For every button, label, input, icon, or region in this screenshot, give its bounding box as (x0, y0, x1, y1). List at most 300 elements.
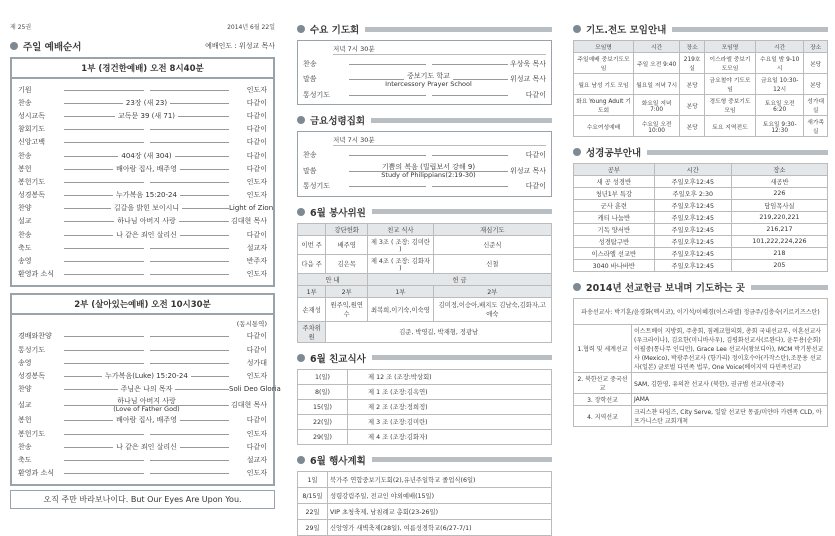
order-row (18, 330, 267, 343)
order-content (64, 456, 229, 464)
meeting-cell: 본당 (680, 74, 705, 95)
study-row (574, 260, 828, 272)
order-label: 환영과 소식 (18, 469, 55, 478)
order-leader: 다같이 (246, 125, 267, 134)
order-leader: 우상욱 목사 (509, 59, 546, 68)
event-row (298, 487, 552, 503)
study-head: 공부 (574, 164, 655, 176)
order-label: 성경봉독 (18, 371, 46, 380)
order-row (303, 162, 546, 180)
mission-title: 2014년 선교헌금 보내며 기도하는 곳 (586, 283, 745, 294)
order-label: 통성기도 (303, 182, 331, 191)
order-content (349, 162, 508, 179)
meeting-row (574, 95, 828, 116)
order-leader: Light of Zion (229, 204, 274, 213)
meetings-head: 시간 (634, 41, 680, 53)
mission-row (574, 373, 828, 394)
order-text (144, 346, 150, 354)
interpretation-note: (동시통역) (236, 319, 267, 328)
worship-leader: 예배인도 : 위성교 목사 (205, 42, 275, 50)
order-leader: 성가대 (246, 358, 267, 367)
order-text (144, 125, 150, 133)
order-content (64, 415, 229, 425)
meeting-cell: 수요일 밤 9-10시 (756, 53, 804, 74)
meetings-head: 모임명 (574, 41, 634, 53)
order-leader: 다같이 (246, 98, 267, 107)
order-content (64, 86, 229, 94)
study-table (573, 163, 828, 272)
study-cell: 주일오후 2:30 (654, 188, 731, 200)
bullet-icon (297, 456, 305, 464)
order-content (64, 98, 229, 108)
worship-heading (10, 39, 275, 53)
meeting-cell: 219호실 (680, 53, 705, 74)
meeting-row (574, 53, 828, 74)
study-cell: 주일오후12:45 (654, 224, 731, 236)
order-leader: 인도자 (246, 270, 267, 279)
order-row (18, 175, 267, 188)
order-label: 통성기도 (303, 90, 331, 99)
meeting-cell: 월요 남성 기도 모임 (574, 74, 634, 95)
order-subtext: (Love of Father God) (64, 406, 229, 413)
order-text: 나 같은 죄인 살리신 (113, 231, 180, 239)
event-row (298, 519, 552, 535)
order-text (144, 456, 150, 464)
wed-heading (297, 22, 552, 36)
meeting-cell: 토요일 오전 6:20 (756, 95, 804, 116)
order-row (303, 180, 546, 193)
event-date: 22일 (298, 503, 328, 519)
order-content (64, 442, 229, 452)
events-column (297, 0, 552, 532)
meeting-cell: 주일예배 중보기도모임 (574, 53, 634, 74)
meal-team: 제 2 조 (조장:정희정) (348, 399, 552, 414)
meeting-cell: 금요일 10:30-12시 (756, 74, 804, 95)
order-row (18, 162, 267, 175)
study-row (574, 248, 828, 260)
parking-members: 김준, 박영길, 박재형, 정광남 (326, 321, 552, 342)
order-text: 길갈을 밝힌 보이시니 (111, 204, 182, 212)
order-content (64, 138, 229, 146)
meeting-cell: 금요철야 기도모임 (704, 74, 755, 95)
divider (365, 27, 552, 32)
order-leader: 다같이 (525, 182, 546, 191)
meeting-cell: 경도형 중보기도모임 (704, 95, 755, 116)
meeting-cell: 토요 지역전도 (704, 116, 755, 137)
meal-row (298, 414, 552, 429)
divider (372, 355, 552, 360)
study-cell: 주일오후12:45 (654, 260, 731, 272)
order-row (18, 383, 281, 396)
order-label: 설교 (18, 400, 32, 409)
event-date: 29일 (298, 519, 328, 535)
mission-targets: SAM, 김한영, 유의찬 선교사 (북한), 권규범 선교사(중국) (632, 373, 828, 394)
bullet-icon (297, 354, 305, 362)
info-column (573, 0, 828, 507)
order-text (426, 60, 432, 68)
order-text (426, 151, 432, 159)
order-row (303, 88, 546, 101)
order-text: 23장 (새 23) (123, 99, 170, 107)
order-text: 하나님 아버지 사랑 (114, 397, 179, 405)
order-content (64, 384, 229, 394)
meeting-cell: 성가대실 (804, 95, 828, 116)
meal-date: 29(일) (298, 429, 348, 444)
study-cell: 캐티 나눔반 (574, 212, 655, 224)
order-content (64, 216, 229, 226)
issue-number: 제 25권 (10, 24, 32, 31)
order-row (18, 467, 267, 480)
order-row (18, 215, 267, 228)
order-text: 중보기도 학교 (404, 72, 453, 80)
meetings-head: 장소 (804, 41, 828, 53)
study-row (574, 236, 828, 248)
order-text (144, 244, 150, 252)
sub-head: 2부 (433, 285, 551, 297)
fri-order (303, 148, 546, 192)
divider (372, 457, 552, 462)
fri-heading (297, 113, 552, 127)
mission-category: 3. 장학선교 (574, 394, 632, 406)
study-heading (573, 145, 828, 159)
order-row (18, 109, 267, 122)
service-cell: 신철 (433, 254, 551, 273)
order-label: 경배와찬양 (18, 332, 52, 341)
order-leader: 인도자 (246, 85, 267, 94)
order-row (18, 453, 267, 466)
events-title: 6월 행사계획 (310, 455, 366, 467)
meal-title: 6월 친교식사 (310, 353, 366, 365)
meeting-cell: 월요일 저녁 7시 (634, 74, 680, 95)
service-head-2: 친교 식사 (368, 223, 434, 235)
study-cell: 담임목사실 (731, 200, 827, 212)
order-leader: 다같이 (246, 164, 267, 173)
order-subtext: Intercessory Prayer School (349, 81, 508, 88)
study-cell: 새 공 성경반 (574, 176, 655, 188)
meal-team: 제 1 조 (조장:김옥연) (348, 384, 552, 399)
event-desc: 신앙영가 새벽축제(28일), 여름성경학교(6/27-7/1) (328, 519, 552, 535)
service-cell: 다음 주 (298, 254, 326, 273)
meeting-cell: 화요일 저녁7:00 (634, 95, 680, 116)
order-label: 환영과 소식 (18, 270, 55, 279)
events-heading (297, 453, 552, 467)
order-content (64, 430, 229, 438)
meeting-cell: 수요여성예배 (574, 116, 634, 137)
order-leader: 설교자 (246, 243, 267, 252)
mission-targets: JAMA (632, 394, 828, 406)
meal-date: 15(일) (298, 399, 348, 414)
meal-table (297, 369, 552, 445)
mission-missionaries: 파송선교사: 박기훈/윤경화(멕시코), 이기석/이혜경(이스라엘) 정금주/김충숙(키르키즈스탄) (574, 299, 828, 325)
study-cell: 기독 양서반 (574, 224, 655, 236)
order-leader: 위성교 목사 (509, 75, 546, 84)
mission-category: 2. 북한선교 중국선교 (574, 373, 632, 394)
study-cell: 216,217 (731, 224, 827, 236)
meeting-cell: 본당 (804, 74, 828, 95)
parking-label: 주차위원 (298, 321, 326, 342)
mission-targets: 이스트베이 지방회, 주총회, 침례교협의회, 총회 국내선교부, 이혼선교사 (우크라이나), 김요한(미니바사우), 김평화선교사(르완다), 윤무용(순회) 이필중(통나무 인디언), Grace Lee 선교사(왕보디아), MCM 박기봉선교사 (Mexico), 박광주선교사 (항가리) 정이호수아(카작스탄),조문용 선교사(일본) 글로벌 다민족 법부, One Voice(베이지역 다민족선교) (632, 325, 828, 373)
order-row (18, 414, 267, 427)
offering-cell: 김미정,이승아,배지도 김남숙,김화자,고애숙 (433, 297, 551, 321)
order-content (64, 332, 229, 340)
study-cell: 주일오후12:45 (654, 248, 731, 260)
mission-heading (573, 280, 828, 294)
order-content (64, 111, 229, 121)
meeting-cell: 본당 (804, 53, 828, 74)
meetings-table (573, 40, 828, 137)
second-service-title: 2부 (살아있는예배) 오전 10시30분 (12, 295, 273, 315)
order-content (64, 244, 229, 252)
order-leader: 다같이 (246, 138, 267, 147)
study-cell: 218 (731, 248, 827, 260)
order-content (349, 151, 508, 159)
bullet-icon (573, 25, 581, 33)
order-content (64, 346, 229, 354)
order-leader: 다같이 (246, 230, 267, 239)
order-text: 교독문 39 (새 71) (115, 112, 178, 120)
service-cell: 제 3조 ( 조장: 김미란 ) (368, 235, 434, 254)
order-label: 찬송 (18, 442, 32, 451)
order-text: 기쁨의 복음 (빌립보서 강해 9) (379, 163, 478, 171)
order-label: 찬송 (303, 59, 317, 68)
guide-cell: 원주익,원연수 (326, 297, 368, 321)
order-text: 배아람 집사, 배주영 (113, 416, 180, 424)
order-text: 누가복음 15:20-24 (113, 191, 180, 199)
meeting-cell: 토요일 9:30-12:30 (756, 116, 804, 137)
wed-box (297, 40, 552, 105)
order-text (426, 182, 432, 190)
order-label: 찬송 (303, 150, 317, 159)
service-title: 6월 봉사위원 (310, 207, 366, 219)
order-text (144, 359, 150, 367)
order-label: 찬송 (18, 98, 32, 107)
study-cell: 101,222,224,226 (731, 236, 827, 248)
first-service-order (18, 83, 274, 281)
event-date: 8/15일 (298, 487, 328, 503)
order-content (64, 396, 229, 413)
study-row (574, 212, 828, 224)
order-label: 봉헌 (18, 164, 32, 173)
event-desc: 성령강림주일, 전교인 야외예배(15일) (328, 487, 552, 503)
meal-date: 22(일) (298, 414, 348, 429)
study-cell: 226 (731, 188, 827, 200)
meeting-cell: 새가족실 (804, 116, 828, 137)
study-cell: 205 (731, 260, 827, 272)
order-leader: 다같이 (246, 416, 267, 425)
order-label: 말씀 (303, 166, 317, 175)
order-label: 봉헌 (18, 416, 32, 425)
fri-time: 저녁 7시 30분 (333, 135, 546, 146)
meeting-cell: 화요 Young Adult 기도회 (574, 95, 634, 116)
order-leader: 다같이 (246, 111, 267, 120)
order-content (64, 125, 229, 133)
order-content (64, 469, 229, 477)
first-service-title: 1부 (경건한예배) 오전 8시40분 (12, 59, 273, 79)
sub-head: 1부 (368, 285, 434, 297)
order-text (426, 91, 432, 99)
order-row (18, 268, 267, 281)
mission-row (574, 394, 828, 406)
meeting-cell: 주일 오전 9:40 (634, 53, 680, 74)
study-title: 성경공부안내 (586, 148, 642, 159)
order-content (64, 270, 229, 278)
bullet-icon (10, 42, 18, 50)
meal-row (298, 384, 552, 399)
meeting-cell: 수요일 오전 10:00 (634, 116, 680, 137)
bullet-icon (297, 116, 305, 124)
order-text: 404장 (새 304) (118, 152, 174, 160)
study-cell: 3040 바나바반 (574, 260, 655, 272)
order-leader: Soli Deo Gloria (229, 385, 281, 394)
order-text (144, 430, 150, 438)
study-cell: 219,220,221 (731, 212, 827, 224)
order-text (144, 332, 150, 340)
order-text: 누가복음(Luke) 15:20-24 (102, 372, 191, 380)
meetings-head: 장소 (680, 41, 705, 53)
order-leader: 인도자 (246, 469, 267, 478)
divider (751, 285, 828, 290)
order-content (64, 203, 229, 213)
order-content (64, 178, 229, 186)
order-label: 성시교독 (18, 111, 46, 120)
worship-column (10, 0, 281, 507)
event-row (298, 471, 552, 487)
fri-title: 금요성령집회 (310, 116, 366, 128)
fri-box (297, 131, 552, 196)
mission-row (574, 325, 828, 373)
sub-head: 2부 (326, 285, 368, 297)
meetings-title: 기도.전도 모임안내 (586, 25, 667, 36)
order-text (144, 270, 150, 278)
order-row (18, 202, 274, 215)
service-heading (297, 205, 552, 219)
meal-team: 제 4 조 (조장:김화자) (348, 429, 552, 444)
motto-footer: 오직 주만 바라보나이다. But Our Eyes Are Upon You. (10, 490, 275, 509)
service-cell: 김은목 (326, 254, 368, 273)
bullet-icon (573, 283, 581, 291)
order-row (18, 440, 267, 453)
study-cell: 이스라엘 선교반 (574, 248, 655, 260)
order-text: 나 같은 죄인 살리신 (113, 443, 180, 451)
order-leader: 인도자 (246, 191, 267, 200)
service-cell: 배주영 (326, 235, 368, 254)
study-head: 시간 (654, 164, 731, 176)
bulletin-date: 2014년 6월 22일 (227, 24, 275, 31)
meal-date: 8(일) (298, 384, 348, 399)
bullet-icon (573, 148, 581, 156)
order-leader: 다같이 (246, 442, 267, 451)
wed-title: 수요 기도회 (310, 25, 360, 36)
study-row (574, 224, 828, 236)
order-content (349, 60, 508, 68)
meetings-head: 모임명 (704, 41, 755, 53)
mission-category: 4. 지역선교 (574, 406, 632, 427)
order-label: 봉헌기도 (18, 177, 46, 186)
bullet-icon (297, 25, 305, 33)
order-row (18, 356, 267, 369)
order-row (303, 70, 546, 88)
meal-row (298, 429, 552, 444)
order-label: 찬양 (18, 204, 32, 213)
order-content (64, 164, 229, 174)
order-row (18, 427, 267, 440)
study-row (574, 200, 828, 212)
meeting-cell: 본당 (680, 95, 705, 116)
order-label: 찬양 (18, 385, 32, 394)
order-content (64, 190, 229, 200)
order-row (18, 96, 267, 109)
study-cell: 성경탐구반 (574, 236, 655, 248)
order-text: 주님은 나의 목자 (118, 385, 176, 393)
service-head-1: 강단헌화 (326, 223, 368, 235)
meal-row (298, 399, 552, 414)
study-row (574, 188, 828, 200)
meeting-row (574, 116, 828, 137)
service-cell: 이번 주 (298, 235, 326, 254)
study-cell: 주일오후12:45 (654, 212, 731, 224)
order-leader: 설교자 (246, 455, 267, 464)
order-label: 송영 (18, 257, 32, 266)
order-row (18, 189, 267, 202)
study-cell: 주일오후12:45 (654, 200, 731, 212)
order-label: 송영 (18, 358, 32, 367)
order-row (18, 149, 267, 162)
meetings-heading (573, 22, 828, 36)
order-row (18, 343, 267, 356)
study-row (574, 176, 828, 188)
order-text: 하나님 아버지 사랑 (114, 217, 179, 225)
event-desc: VIP 초청축제, 남침례교 총회(23-26일) (328, 503, 552, 519)
study-cell: 주일오후12:45 (654, 236, 731, 248)
order-label: 참회기도 (18, 125, 46, 134)
order-leader: 인도자 (246, 371, 267, 380)
meal-row (298, 369, 552, 384)
order-text (144, 138, 150, 146)
order-row (18, 369, 267, 382)
service-head-0 (298, 223, 326, 235)
order-leader: 다같이 (525, 90, 546, 99)
order-row (303, 57, 546, 70)
order-content (64, 230, 229, 240)
guide-cell: 손재성 (298, 297, 326, 321)
order-leader: 인도자 (246, 429, 267, 438)
order-label: 신앙고백 (18, 138, 46, 147)
study-cell: 군사 훈련 (574, 200, 655, 212)
offering-cell: 최복희,이기숙,이숙영 (368, 297, 434, 321)
meetings-head: 시간 (756, 41, 804, 53)
service-cell: 신준식 (433, 235, 551, 254)
order-row (18, 83, 267, 96)
order-row (303, 148, 546, 161)
order-text (144, 178, 150, 186)
meal-team: 제 3 조 (조장:김미란) (348, 414, 552, 429)
order-row (18, 241, 267, 254)
second-service-order (18, 330, 281, 480)
order-row (18, 123, 267, 136)
order-leader: 반주자 (246, 257, 267, 266)
order-label: 성경봉독 (18, 191, 46, 200)
first-service-box (10, 57, 275, 287)
order-leader: 김대현 목사 (230, 217, 267, 226)
wed-order (303, 57, 546, 101)
order-text (144, 86, 150, 94)
service-table (297, 223, 552, 343)
bullet-icon (297, 208, 305, 216)
order-content (349, 91, 508, 99)
bulletin-header (10, 0, 275, 31)
divider (647, 150, 828, 155)
order-content (64, 257, 229, 265)
